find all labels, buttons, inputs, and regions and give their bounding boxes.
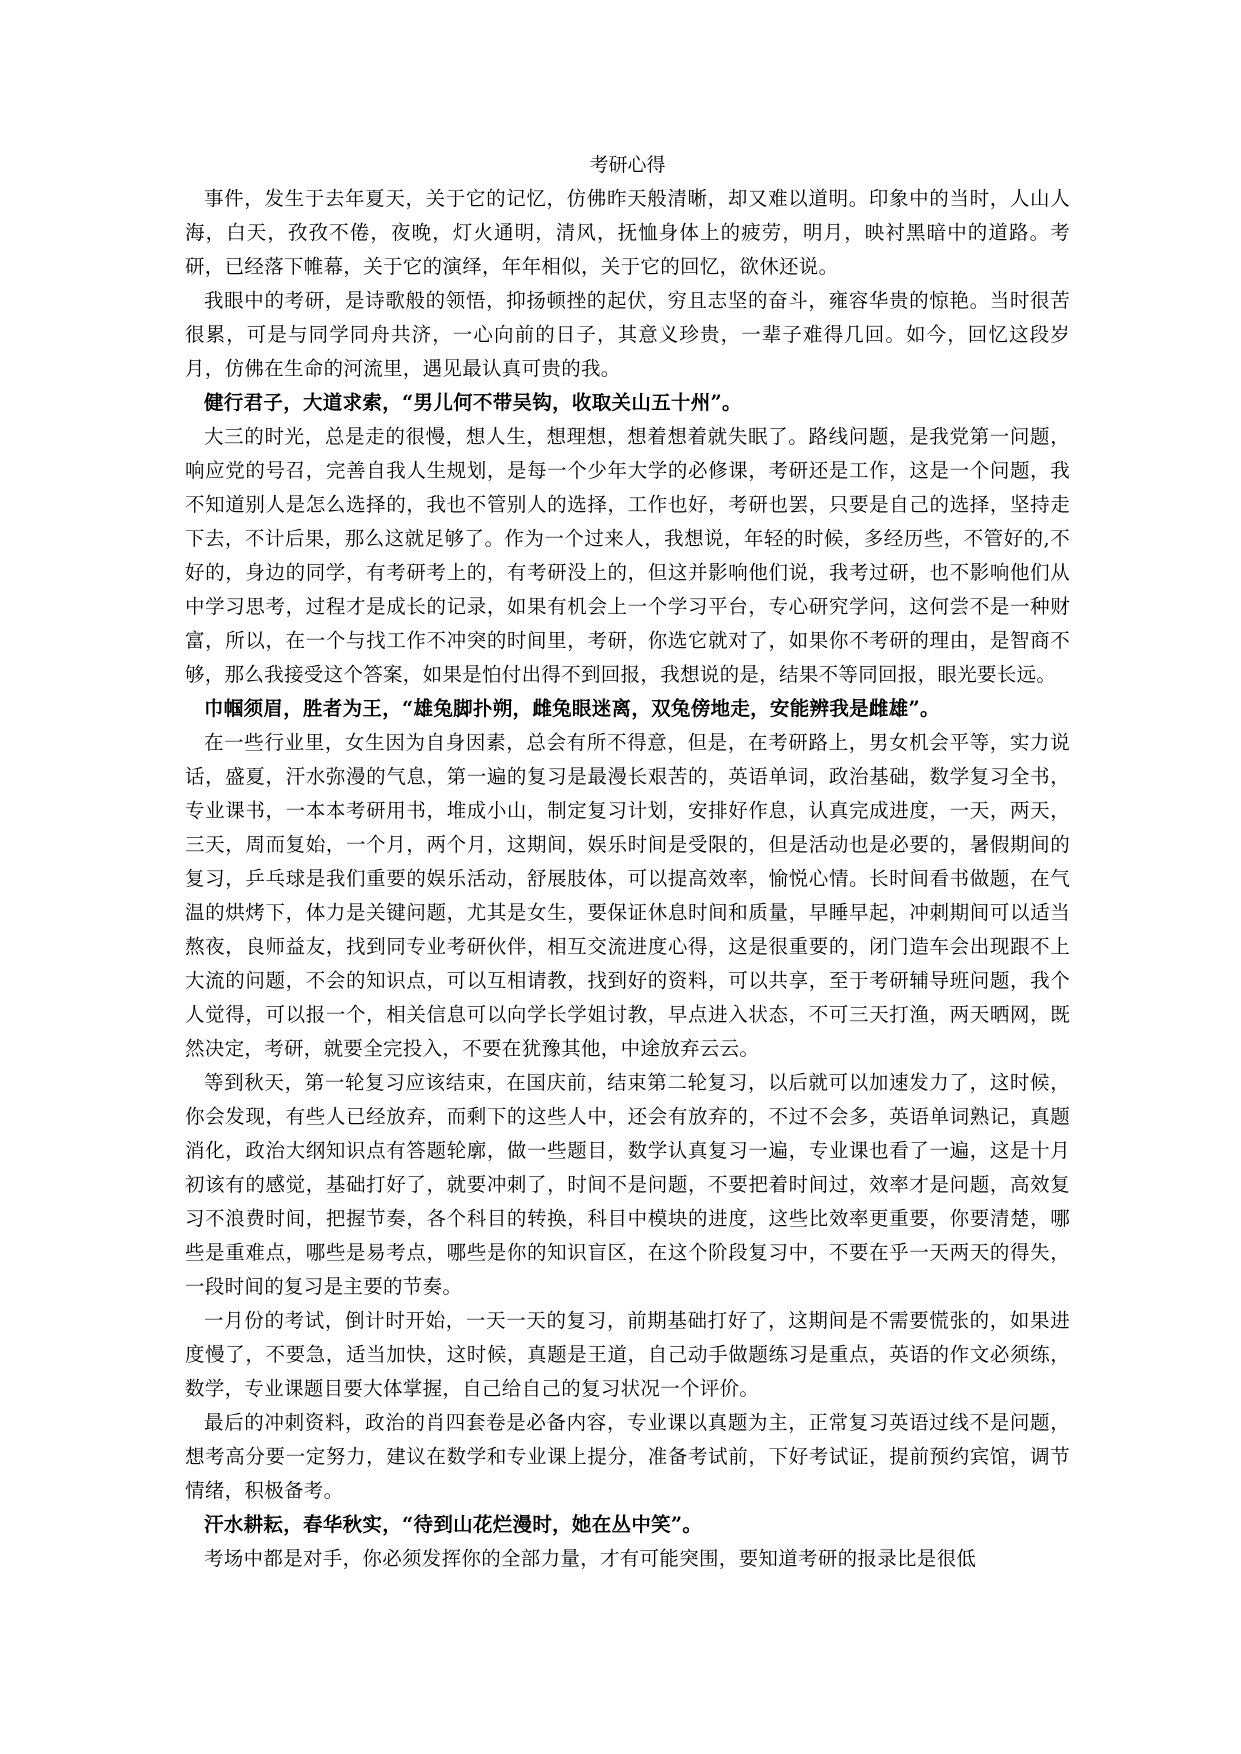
section-heading-1: 健行君子，大道求索，“男儿何不带吴钩，收取关山五十州”。 [204,391,742,414]
section-heading-3: 汗水耕耘，春华秋实，“待到山花烂漫时，她在丛中笑”。 [204,1513,703,1536]
paragraph-summer: 在一些行业里，女生因为自身因素，总会有所不得意，但是，在考研路上，男女机会平等，实力说话，盛夏，汗水弥漫的气息，第一遍的复习是最漫长艰苦的，英语单词，政治基础，数学复习全书，专业课书，一本本考研用书，堆成小山，制定复习计划，安排好作息，认真完成进度，一天，两天，三天，周而复始，一个月，两个月，这期间，娱乐时间是受限的，但是活动也是必要的，暑假期间的复习，乒乓球是我们重要的娱乐活动，舒展肢体，可以提高效率，愉悦心情。长时间看书做题，在气温的烘烤下，体力是关键问题，尤其是女生，要保证休息时间和质量，早睡早起，冲刺期间可以适当熬夜，良师益友，找到同专业考研伙伴，相互交流进度心得，这是很重要的，闭门造车会出现跟不上大流的问题，不会的知识点，可以互相请教，找到好的资料，可以共享，至于考研辅导班问题，我个人觉得，可以报一个，相关信息可以向学长学姐讨教，早点进入状态，不可三天打渔，两天晒网，既然决定，考研，就要全完投入，不要在犹豫其他，中途放弃云云。 [185,731,1070,1060]
paragraph-exam-hall: 考场中都是对手，你必须发挥你的全部力量，才有可能突围，要知道考研的报录比是很低 [204,1547,977,1570]
paragraph-january: 一月份的考试，倒计时开始，一天一天的复习，前期基础打好了，这期间是不需要慌张的，如果进度慢了，不要急，适当加快，这时候，真题是王道，自己动手做题练习是重点，英语的作文必须练，数学，专业课题目要大体掌握，自己给自己的复习状况一个评价。 [185,1309,1070,1400]
paragraph-sprint: 最后的冲刺资料，政治的肖四套卷是必备内容，专业课以真题为主，正常复习英语过线不是问题，想考高分要一定努力，建议在数学和专业课上提分，准备考试前，下好考试证，提前预约宾馆，调节情绪，积极备考。 [185,1411,1070,1502]
document-title: 考研心得 [589,154,666,176]
document-body [185,148,1070,1576]
paragraph-autumn: 等到秋天，第一轮复习应该结束，在国庆前，结束第二轮复习，以后就可以加速发力了，这时候，你会发现，有些人已经放弃，而剩下的这些人中，还会有放弃的，不过不会多，英语单词熟记，真题消化，政治大纲知识点有答题轮廓，做一些题目，数学认真复习一遍，专业课也看了一遍，这是十月初该有的感觉，基础打好了，就要冲刺了，时间不是问题，不要把着时间过，效率才是问题，高效复习不浪费时间，把握节奏，各个科目的转换，科目中模块的进度，这些比效率更重要，你要清楚，哪些是重难点，哪些是易考点，哪些是你的知识盲区，在这个阶段复习中，不要在乎一天两天的得失，一段时间的复习是主要的节奏。 [185,1071,1070,1298]
paragraph-junior-year: 大三的时光，总是走的很慢，想人生，想理想，想着想着就失眠了。路线问题，是我党第一问题，响应党的号召，完善自我人生规划，是每一个少年大学的必修课，考研还是工作，这是一个问题，我不知道别人是怎么选择的，我也不管别人的选择，工作也好，考研也罢，只要是自己的选择，坚持走下去，不计后果，那么这就足够了。作为一个过来人，我想说，年轻的时候，多经历些，不管好的,不好的，身边的同学，有考研考上的，有考研没上的，但这并影响他们说，我考过研，也不影响他们从中学习思考，过程才是成长的记录，如果有机会上一个学习平台，专心研究学问，这何尝不是一种财富，所以，在一个与找工作不冲突的时间里，考研，你选它就对了，如果你不考研的理由，是智商不够，那么我接受这个答案，如果是怕付出得不到回报，我想说的是，结果不等同回报，眼光要长远。 [185,425,1070,686]
paragraph-view: 我眼中的考研，是诗歌般的领悟，抑扬顿挫的起伏，穷且志坚的奋斗，雍容华贵的惊艳。当时很苦很累，可是与同学同舟共济，一心向前的日子，其意义珍贵，一辈子难得几回。如今，回忆这段岁月，仿佛在生命的河流里，遇见最认真可贵的我。 [185,289,1070,380]
paragraph-intro: 事件，发生于去年夏天，关于它的记忆，仿佛昨天般清晰，却又难以道明。印象中的当时，人山人海，白天，孜孜不倦，夜晚，灯火通明，清风，抚恤身体上的疲劳，明月，映衬黑暗中的道路。考研，已经落下帷幕，关于它的演绎，年年相似，关于它的回忆，欲休还说。 [185,187,1070,278]
section-heading-2: 巾帼须眉，胜者为王，“雄兔脚扑朔，雌兔眼迷离，双兔傍地走，安能辨我是雌雄”。 [204,697,940,720]
